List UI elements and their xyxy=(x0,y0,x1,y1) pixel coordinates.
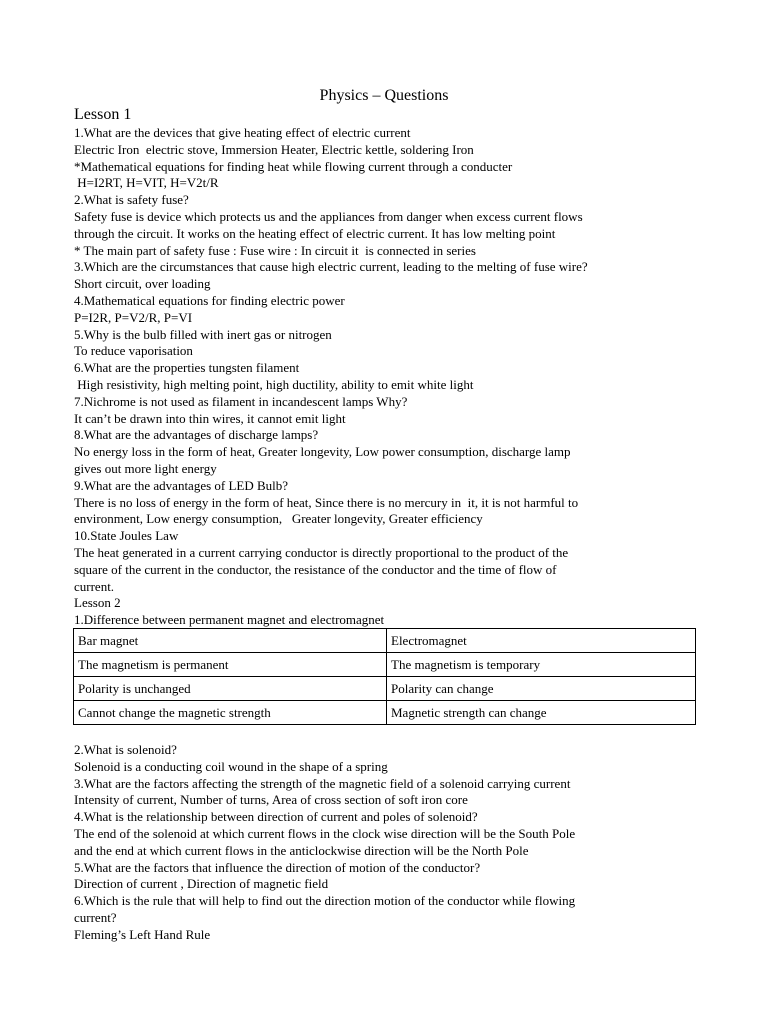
text-line: 1.What are the devices that give heating effect of electric current xyxy=(74,125,411,140)
text-line: * The main part of safety fuse : Fuse wire : In circuit it is connected in series xyxy=(74,242,476,258)
text-line: 1.Difference between permanent magnet and electromagnet xyxy=(74,611,385,627)
text-line: 5.Why is the bulb filled with inert gas or nitrogen xyxy=(74,326,332,342)
text-line: through the circuit. It works on the heating effect of electric current. It has low melting point xyxy=(74,225,556,241)
magnet-comparison-table xyxy=(73,628,696,725)
text-line: The end of the solenoid at which current flows in the clock wise direction will be the South Pole xyxy=(74,825,576,841)
text-line: Short circuit, over loading xyxy=(74,276,211,292)
page-title: Physics – Questions xyxy=(319,87,449,104)
text-line: Fleming’s Left Hand Rule xyxy=(74,926,211,942)
text-line: 3.Which are the circumstances that cause high electric current, leading to the melting of fuse wire? xyxy=(74,259,588,275)
table-row xyxy=(74,629,696,653)
text-line: Electric Iron electric stove, Immersion Heater, Electric kettle, soldering Iron xyxy=(74,141,474,157)
text-line: 4.What is the relationship between direction of current and poles of solenoid? xyxy=(74,809,478,825)
lesson-2-content xyxy=(74,742,698,944)
lesson-2-intro xyxy=(74,595,698,629)
text-line: 5.What are the factors that influence the direction of motion of the conductor? xyxy=(74,859,481,875)
table-row xyxy=(74,701,696,725)
text-line: 8.What are the advantages of discharge lamps? xyxy=(74,427,319,443)
text-line: 6.Which is the rule that will help to find out the direction motion of the conductor while flowing xyxy=(74,893,576,909)
table-cell: Magnetic strength can change xyxy=(387,701,696,725)
table-cell: The magnetism is permanent xyxy=(74,653,387,677)
lesson-1-content xyxy=(74,125,698,595)
text-line: 4.Mathematical equations for finding electric power xyxy=(74,292,345,308)
lesson-2-heading: Lesson 2 xyxy=(74,595,121,610)
text-line: gives out more light energy xyxy=(74,460,217,476)
table-cell: The magnetism is temporary xyxy=(387,653,696,677)
text-line: *Mathematical equations for finding heat while flowing current through a conducter xyxy=(74,158,513,174)
text-line: High resistivity, high melting point, high ductility, ability to emit white light xyxy=(74,376,474,392)
text-line: 2.What is safety fuse? xyxy=(74,192,189,208)
table-row xyxy=(74,653,696,677)
text-line: square of the current in the conductor, the resistance of the conductor and the time of flow of xyxy=(74,561,557,577)
table-cell: Polarity is unchanged xyxy=(74,677,387,701)
text-line: 3.What are the factors affecting the strength of the magnetic field of a solenoid carrying current xyxy=(74,775,571,791)
text-line: Direction of current , Direction of magnetic field xyxy=(74,876,329,892)
text-line: Safety fuse is device which protects us and the appliances from danger when excess current flows xyxy=(74,208,583,224)
table-cell: Bar magnet xyxy=(74,629,387,653)
text-line: P=I2R, P=V2/R, P=VI xyxy=(74,309,193,325)
text-line: and the end at which current flows in the anticlockwise direction will be the North Pole xyxy=(74,842,529,858)
text-line: Intensity of current, Number of turns, Area of cross section of soft iron core xyxy=(74,792,468,808)
text-line: 10.State Joules Law xyxy=(74,528,179,544)
table-row xyxy=(74,677,696,701)
table-cell: Electromagnet xyxy=(387,629,696,653)
lesson-1-heading: Lesson 1 xyxy=(74,106,132,123)
text-line: current? xyxy=(74,909,117,925)
text-line: It can’t be drawn into thin wires, it cannot emit light xyxy=(74,410,346,426)
text-line: environment, Low energy consumption, Greater longevity, Greater efficiency xyxy=(74,511,483,527)
text-line: current. xyxy=(74,578,115,594)
table-cell: Polarity can change xyxy=(387,677,696,701)
table-cell: Cannot change the magnetic strength xyxy=(74,701,387,725)
text-line: 9.What are the advantages of LED Bulb? xyxy=(74,477,289,493)
text-line: There is no loss of energy in the form of heat, Since there is no mercury in it, it is not harmful to xyxy=(74,494,579,510)
text-line: 7.Nichrome is not used as filament in incandescent lamps Why? xyxy=(74,393,408,409)
text-line: Solenoid is a conducting coil wound in the shape of a spring xyxy=(74,758,388,774)
text-line: To reduce vaporisation xyxy=(74,343,193,359)
text-line: 2.What is solenoid? xyxy=(74,742,177,757)
text-line: H=I2RT, H=VIT, H=V2t/R xyxy=(74,175,219,191)
text-line: No energy loss in the form of heat, Greater longevity, Low power consumption, discharge lamp xyxy=(74,444,571,460)
text-line: The heat generated in a current carrying conductor is directly proportional to the product of the xyxy=(74,544,569,560)
text-line: 6.What are the properties tungsten filament xyxy=(74,360,300,376)
